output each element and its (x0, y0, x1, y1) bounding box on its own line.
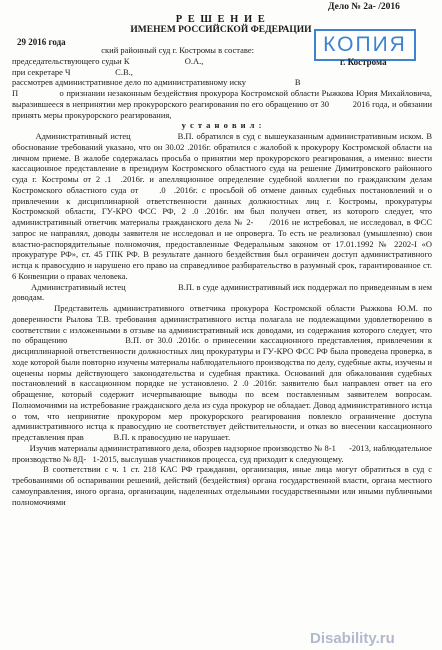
copy-stamp: КОПИЯ (314, 29, 416, 61)
city-name: г. Кострома (340, 57, 387, 67)
established-heading: у с т а н о в и л : (181, 120, 263, 131)
document-body (12, 45, 435, 507)
judge-line: председательствующего судьи К О.А., (12, 55, 204, 66)
defendant-paragraph: Представитель административного ответчика прокурора Костромской области Рыжкова Ю.М. по доверенности Рылова Т.В. требования административного истца полагала не подлежащими удовлетворению в соответствии с изложенными в отзыве на административный иск доводами, из содержания которого следует, что по обращению В.П. от 30.0 .2016г. о принесении кассационного представления, привлечении к дисциплинарной ответственности должностных лиц прокуратуры и ГУ-КРО ФСС РФ была проведена проверка, в ходе которой были повторно изучены материалы наблюдательного производства по делу, судебные акты, изучены и оценены нормы действующего законодательства и судебная практика. Оснований для обжалования судебных постановлений в кассационном порядке не установлено. 2 .0 .2016г. заявителю был направлен ответ на его обращение, который содержит исчерпывающие выводы по всем поставленным заявителем вопросам. Полномочиями на истребование гражданского дела из суда прокурор не обладает. Довод административного истца о том, что непринятие прокурором мер прокурорского реагирования повлекло ограничение доступа административного истца к правосудию не соответствует действительности, и отказ во внесении кассационного представления прав В.П. к правосудию не нарушает. (12, 303, 435, 442)
court-review-paragraph: Изучив материалы административного дела, обозрев надзорное производство № 8-1 -2013, наблюдательное производство № 8Д- 1-2015, выслушав участников процесса, суд приходит к следующему. (12, 442, 435, 464)
considering-line: рассмотрев административное дело по административному иску В (12, 77, 301, 88)
plaintiff-support-paragraph: Административный истец В.П. в суде административный иск поддержал по приведенным в нем доводам. (12, 281, 435, 303)
document-subtitle: ИМЕНЕМ РОССИЙСКОЙ ФЕДЕРАЦИИ (130, 25, 312, 35)
document-title: Р Е Ш Е Н И Е (175, 14, 267, 25)
secretary-line: при секретаре Ч С.В., (12, 66, 133, 77)
case-number: Дело № 2а- /2016 (328, 2, 400, 12)
plaintiff-paragraph: Административный истец В.П. обратился в суд с вышеуказанным административным иском. В обоснование требований указано, что он 30.02 .2016г. обратился с жалобой к прокурору Костромской области на личном приеме. В жалобе содержалась просьба о принятии мер прокурорского реагирования, а именно: внести кассационное представление в президиум Костромского областного суда на решение Димитровского районного суда г. Костромы от 2 .1 .2016г. и апелляционное определение судебной коллегии по гражданским делам Костромского областного суда от .0 .2016г. с просьбой об отмене данных судебных постановлений и о привлечении к дисциплинарной ответственности данных должностных лиц г. Костромы, прокуратуры Костромской области, ГУ-КРО ФСС РФ, 2 .0 .2016г. им был получен ответ, из которого следует, что административный ответчик материалы гражданского дела № 2- /2016 не истребовал, не исследовал, в ФСС запрос не направлял, доводы заявителя не исследовал и не опроверга. То есть не реализовал (умышленно) свои властно-распорядительные полномочия, предоставленные Федеральным законом от 17.01.1992 № 2202-I «О прокуратуре РФ», ст. 45 ГПК РФ. В результате данного бездействия был ограничен доступ административного истца к правосудию и нарушено его право на справедливое разбирательство в разумный срок, гарантированное ст. 6 Конвенции о правах человека. (12, 131, 435, 281)
decision-date: 29 2016 года (17, 37, 66, 47)
claim-paragraph: П о признании незаконным бездействия прокурора Костромской области Рыжкова Юрия Михайловича, выразившееся в непринятии мер прокурорского реагирования по его обращению от 30 2016 года, и обязании принять меры прокурорского реагирования, (12, 88, 435, 120)
site-watermark: Disability.ru (310, 630, 395, 647)
law-paragraph: В соответствии с ч. 1 ст. 218 КАС РФ гражданин, организация, иные лица могут обратиться в суд с требованиями об оспаривании решений, действий (бездействия) органа государственной власти, органа местного самоуправления, иного органа, организации, наделенных отдельными государственными или иными публичными полномочиями (12, 464, 435, 507)
court-line: ский районный суд г. Костромы в составе: (12, 45, 254, 55)
